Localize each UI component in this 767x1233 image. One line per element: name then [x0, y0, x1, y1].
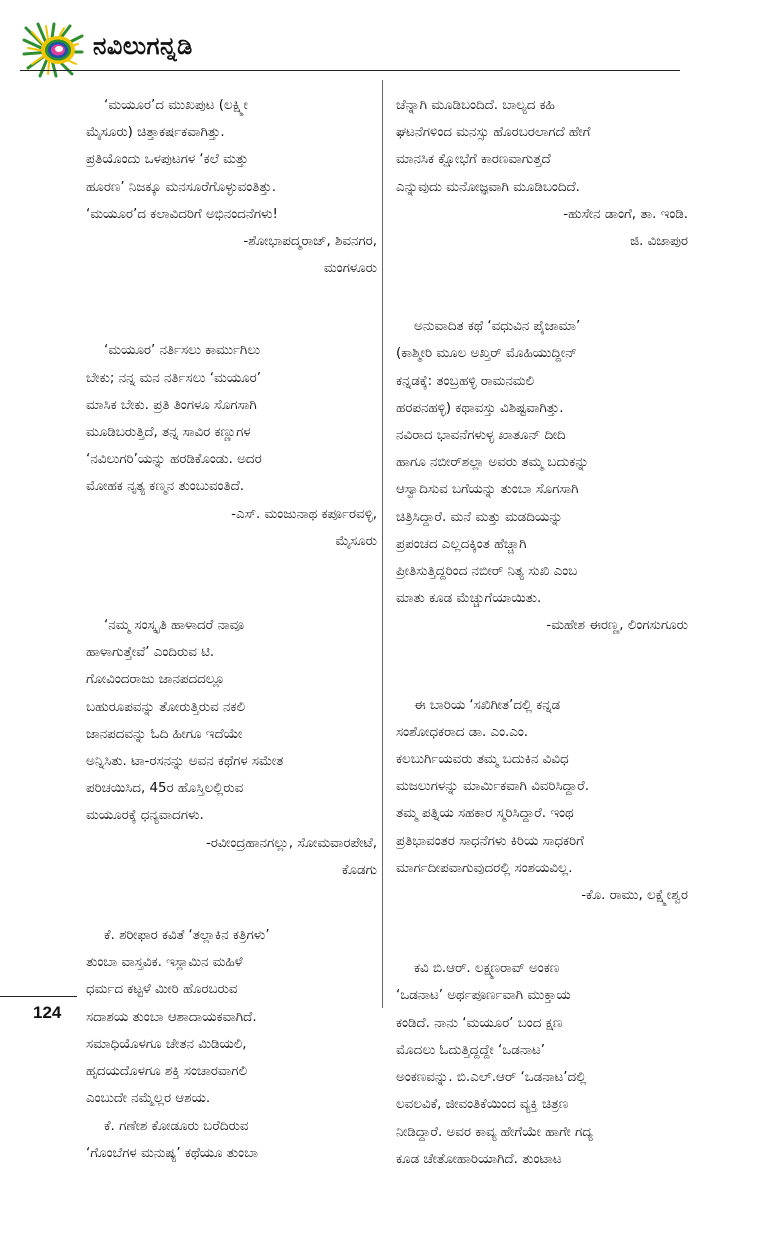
letter-line: ಲವಲವಿಕೆ, ಜೀವಂತಿಕೆಯಿಂದ ವ್ಯಕ್ತಿ ಚಿತ್ರಣ: [396, 1097, 569, 1113]
right-column: [396, 92, 688, 1233]
letter-line: ತುಂಬಾ ವಾಸ್ತವಿಕ. ಇಸ್ಲಾಮಿನ ಮಹಿಳೆ: [86, 955, 243, 971]
letter-line: ಹರಪನಹಳ್ಳಿ) ಕಥಾವಸ್ತು ವಿಶಿಷ್ಟವಾಗಿತ್ತು.: [396, 400, 564, 416]
letter-signature: -ಮಹೇಶ ಈರಣ್ಣ, ಲಿಂಗಸುಗೂರು: [546, 618, 688, 634]
letter-line: ಕೆ. ಗಣೇಶ ಕೋಡೂರು ಬರೆದಿರುವ: [104, 1118, 249, 1134]
letter-line: ಅನುವಾದಿತ ಕಥೆ ‘ವಧುವಿನ ಪೈಜಾಮಾ’: [414, 319, 581, 335]
letter-line: ‘ಮಯೂರ’ದ ಮುಖಪುಟ (ಲಕ್ಷ್ಮೀ: [104, 98, 248, 113]
letter-line: ತಮ್ಮ ಪತ್ನಿಯ ಸಹಕಾರ ಸ್ಮರಿಸಿದ್ದಾರೆ. ಇಂಥ: [396, 806, 574, 822]
letter-line: ಸದಾಶಯ ತುಂಬಾ ಆಶಾದಾಯಕವಾಗಿದೆ.: [86, 1009, 257, 1025]
letter-line: ಮಾತು ಕೂಡ ಮೆಚ್ಚುಗೆಯಾಯಿತು.: [396, 591, 542, 607]
letter-line: ಈ ಬಾರಿಯ ‘ಸಖಿಗೀತ’ದಲ್ಲಿ ಕನ್ನಡ: [414, 697, 561, 713]
letter-signature: -ರವೀಂದ್ರಹಾನಗಲ್ಲು, ಸೋಮವಾರಪೇಟೆ,: [205, 835, 377, 851]
letter-line: ಮೊದಲು ಓದುತ್ತಿದ್ದದ್ದೇ ‘ಒಡನಾಟ’: [396, 1042, 546, 1058]
letter-line: ಗೋವಿಂದರಾಜು ಜಾನಪದದಲ್ಲೂ: [86, 672, 225, 688]
letter-signature: -ಹುಸೇನ ಡಾಂಗೆ, ತಾ. ಇಂಡಿ.: [563, 206, 688, 222]
reader-letter: [396, 313, 688, 639]
letter-line: ಪ್ರತಿಯೊಂದು ಒಳಪುಟಗಳ ‘ಕಲೆ ಮತ್ತು: [86, 152, 249, 168]
letter-line: ಮೋಹಕ ನೃತ್ಯ ಕಣ್ಮನ ತುಂಬುವಂತಿದೆ.: [86, 479, 245, 495]
header-divider: [20, 70, 680, 71]
letter-line: ಎನ್ನುವುದು ಮನೋಜ್ಞವಾಗಿ ಮೂಡಿಬಂದಿದೆ.: [396, 179, 580, 195]
reader-letter: [396, 92, 688, 255]
letter-line: ಸಂಶೋಧಕರಾದ ಡಾ. ಎಂ.ಎಂ.: [396, 724, 529, 740]
letter-line: ‘ಒಡನಾಟ’ ಅರ್ಥಪೂರ್ಣವಾಗಿ ಮುಕ್ತಾಯ: [396, 988, 571, 1004]
letter-line: ಮಾಸಿಕ ಬೇಕು. ಪ್ರತಿ ತಿಂಗಳೂ ಸೊಗಸಾಗಿ: [86, 397, 257, 413]
letter-line: ಸಮಾಧಿಯೊಳಗೂ ಚೇತನ ಮಿಡಿಯಲಿ,: [86, 1036, 247, 1052]
letter-line: ಎಂಬುದೇ ನಮ್ಮೆಲ್ಲರ ಆಶಯ.: [86, 1091, 211, 1107]
letter-line: ಅಂಕಣವನ್ನು. ಬಿ.ಎಲ್.ಆರ್ ‘ಒಡನಾಟ’ದಲ್ಲಿ: [396, 1070, 587, 1086]
letter-line: ಹಾಗೂ ನಬೀರ್‌ಶಲ್ಲಾ ಅವರು ತಮ್ಮ ಬದುಕನ್ನು: [396, 455, 589, 471]
letter-signature: -ಕೊ. ರಾಮು, ಲಕ್ಷ್ಮೇಶ್ವರ: [581, 888, 688, 904]
letter-line: (ಕಾಶ್ಮೀರಿ ಮೂಲ ಅಖ್ತರ್ ಮೊಹಿಯುದ್ದೀನ್: [396, 346, 577, 362]
letter-line: ಮೂಡಿಬರುತ್ತಿದೆ, ತನ್ನ ಸಾವಿರ ಕಣ್ಣುಗಳ: [86, 425, 251, 441]
letter-line: ಕೆ. ಶರೀಫಾರ ಕವಿತೆ ‘ತಲ್ಲಾಕಿನ ಕತ್ರಿಗಳು’: [104, 928, 270, 944]
letter-line: ಕೂಡ ಚೇತೋಹಾರಿಯಾಗಿದೆ. ತುಂಟಾಟ: [396, 1151, 562, 1167]
reader-letter: [396, 955, 688, 1173]
letter-line: ಮಯೂರಕ್ಕೆ ಧನ್ಯವಾದಗಳು.: [86, 808, 204, 824]
reader-letter: [86, 337, 377, 555]
footer-divider: [0, 996, 77, 997]
letter-signature: ಕೊಡಗು: [341, 862, 377, 878]
left-column: [86, 92, 377, 1227]
reader-letter: [86, 92, 377, 282]
column-divider: [382, 80, 383, 1008]
letter-line: ನೀಡಿದ್ದಾರೆ. ಅವರ ಕಾವ್ಯ ಹೇಗೆಯೇ ಹಾಗೇ ಗದ್ಯ: [396, 1124, 593, 1140]
reader-letter: [396, 692, 688, 910]
letter-line: ಘಟನೆಗಳಿಂದ ಮನಸ್ಸು ಹೊರಬರಲಾಗದೆ ಹೇಗೆ: [396, 125, 591, 141]
letter-line: ಪರಿಚಯಿಸಿದ, 45ರ ಹೊಸ್ತಿಲಲ್ಲಿರುವ: [86, 781, 244, 797]
letter-line: ಅನ್ನಿಸಿತು. ಟಾ-ರಸನನ್ನು ಅವನ ಕಥೆಗಳ ಸಮೇತ: [86, 754, 284, 770]
letter-line: ಮಾನಸಿಕ ಕ್ಷೋಭೆಗೆ ಕಾರಣವಾಗುತ್ತದೆ: [396, 152, 551, 168]
letter-line: ಮಾರ್ಗದೀಪವಾಗುವುದರಲ್ಲಿ ಸಂಶಯವಿಲ್ಲ.: [396, 860, 573, 876]
letter-line: ಪ್ರಪಂಚದ ಎಲ್ಲದಕ್ಕಿಂತ ಹೆಚ್ಚಾಗಿ: [396, 536, 527, 552]
letter-line: ಜಾನಪದವನ್ನು ಓದಿ ಹೀಗೂ ಇದೆಯೇ: [86, 726, 243, 742]
letter-signature: ಮೈಸೂರು: [335, 533, 377, 549]
letter-signature: ಜಿ. ವಿಜಾಪುರ: [630, 234, 688, 250]
letter-signature: ಮಂಗಳೂರು: [323, 261, 377, 277]
letter-line: ನವಿರಾದ ಭಾವನೆಗಳುಳ್ಳ ಖಾತೂನ್ ದೀದಿ: [396, 428, 566, 444]
letter-line: ಹೃದಯದೊಳಗೂ ಶಕ್ತಿ ಸಂಚಾರವಾಗಲಿ: [86, 1064, 247, 1080]
reader-letter: [86, 922, 377, 1167]
letter-line: ಕನ್ನಡಕ್ಕೆ: ತಂಬ್ರಹಳ್ಳಿ ರಾಮನಮಲಿ: [396, 373, 535, 389]
letter-line: ಹೂರಣ’ ನಿಜಕ್ಕೂ ಮನಸೂರೆಗೊಳ್ಳುವಂತಿತ್ತು.: [86, 179, 276, 195]
letter-line: ಧರ್ಮದ ಕಟ್ಟಳೆ ಮೀರಿ ಹೊರಬರುವ: [86, 982, 238, 998]
letter-line: ಹಾಳಾಗುತ್ತೇವೆ’ ಎಂದಿರುವ ಟಿ.: [86, 645, 215, 661]
letter-line: ಮಜಲುಗಳನ್ನು ಮಾರ್ಮಿಕವಾಗಿ ವಿವರಿಸಿದ್ದಾರೆ.: [396, 779, 589, 795]
letter-signature: -ಶೋಭಾಪದ್ಮರಾಜ್, ಶಿವನಗರ,: [243, 234, 377, 250]
letter-line: ಬಹುರೂಪವನ್ನು ತೋರುತ್ತಿರುವ ನಕಲಿ: [86, 699, 245, 715]
letter-line: ‘ಮಯೂರ’ದ ಕಲಾವಿದರಿಗೆ ಅಭಿನಂದನೆಗಳು!: [86, 206, 278, 222]
letter-line: ಬೇಕು; ನನ್ನ ಮನ ನರ್ತಿಸಲು ‘ಮಯೂರ’: [86, 370, 261, 386]
letter-line: ಪ್ರತಿಭಾವಂತರ ಸಾಧನೆಗಳು ಕಿರಿಯ ಸಾಧಕರಿಗೆ: [396, 833, 584, 849]
magazine-name: ನವಿಲುಗನ್ನಡಿ: [93, 32, 193, 60]
letter-line: ಕಂಡಿದೆ. ನಾನು ‘ಮಯೂರ’ ಬಂದ ಕ್ಷಣ: [396, 1015, 563, 1031]
letter-line: ಕವಿ ಬಿ.ಆರ್. ಲಕ್ಷ್ಮಣರಾವ್ ಅಂಕಣ: [414, 961, 560, 977]
letter-line: ‘ನವಿಲುಗರಿ’ಯನ್ನು ಹರಡಿಕೊಂಡು. ಅದರ: [86, 452, 262, 468]
letter-line: ಚಿತ್ರಿಸಿದ್ದಾರೆ. ಮನೆ ಮತ್ತು ಮಡದಿಯನ್ನು: [396, 509, 563, 525]
letter-line: ಪ್ರೀತಿಸುತ್ತಿದ್ದರಿಂದ ನಬೀರ್ ನಿತ್ಯ ಸುಖಿ ಎಂಬ: [396, 564, 578, 580]
letter-signature: -ಎಸ್. ಮಂಜುನಾಥ ಕರ್ಪೂರವಳ್ಳಿ,: [231, 506, 377, 522]
letter-line: ಚೆನ್ನಾಗಿ ಮೂಡಿಬಂದಿದೆ. ಬಾಲ್ಯದ ಕಹಿ: [396, 98, 555, 113]
letter-line: ಆಸ್ವಾದಿಸುವ ಬಗೆಯನ್ನು ತುಂಬಾ ಸೊಗಸಾಗಿ: [396, 482, 579, 498]
letter-line: ಮೈಸೂರು) ಚಿತ್ತಾಕರ್ಷಕವಾಗಿತ್ತು.: [86, 125, 225, 141]
reader-letter: [86, 612, 377, 884]
letter-line: ‘ಗೊಂಬೆಗಳ ಮನುಷ್ಯ’ ಕಥೆಯೂ ತುಂಬಾ: [86, 1145, 258, 1161]
page-number: 124: [33, 1003, 62, 1022]
letter-line: ‘ನಮ್ಮ ಸಂಸ್ಕೃತಿ ಹಾಳಾದರೆ ನಾವೂ: [104, 618, 245, 634]
letter-line: ಕಲಬುರ್ಗಿಯವರು ತಮ್ಮ ಬದುಕಿನ ವಿವಿಧ: [396, 752, 569, 768]
letter-line: ‘ಮಯೂರ’ ನರ್ತಿಸಲು ಕಾರ್ಮುಗಿಲು: [104, 343, 261, 359]
